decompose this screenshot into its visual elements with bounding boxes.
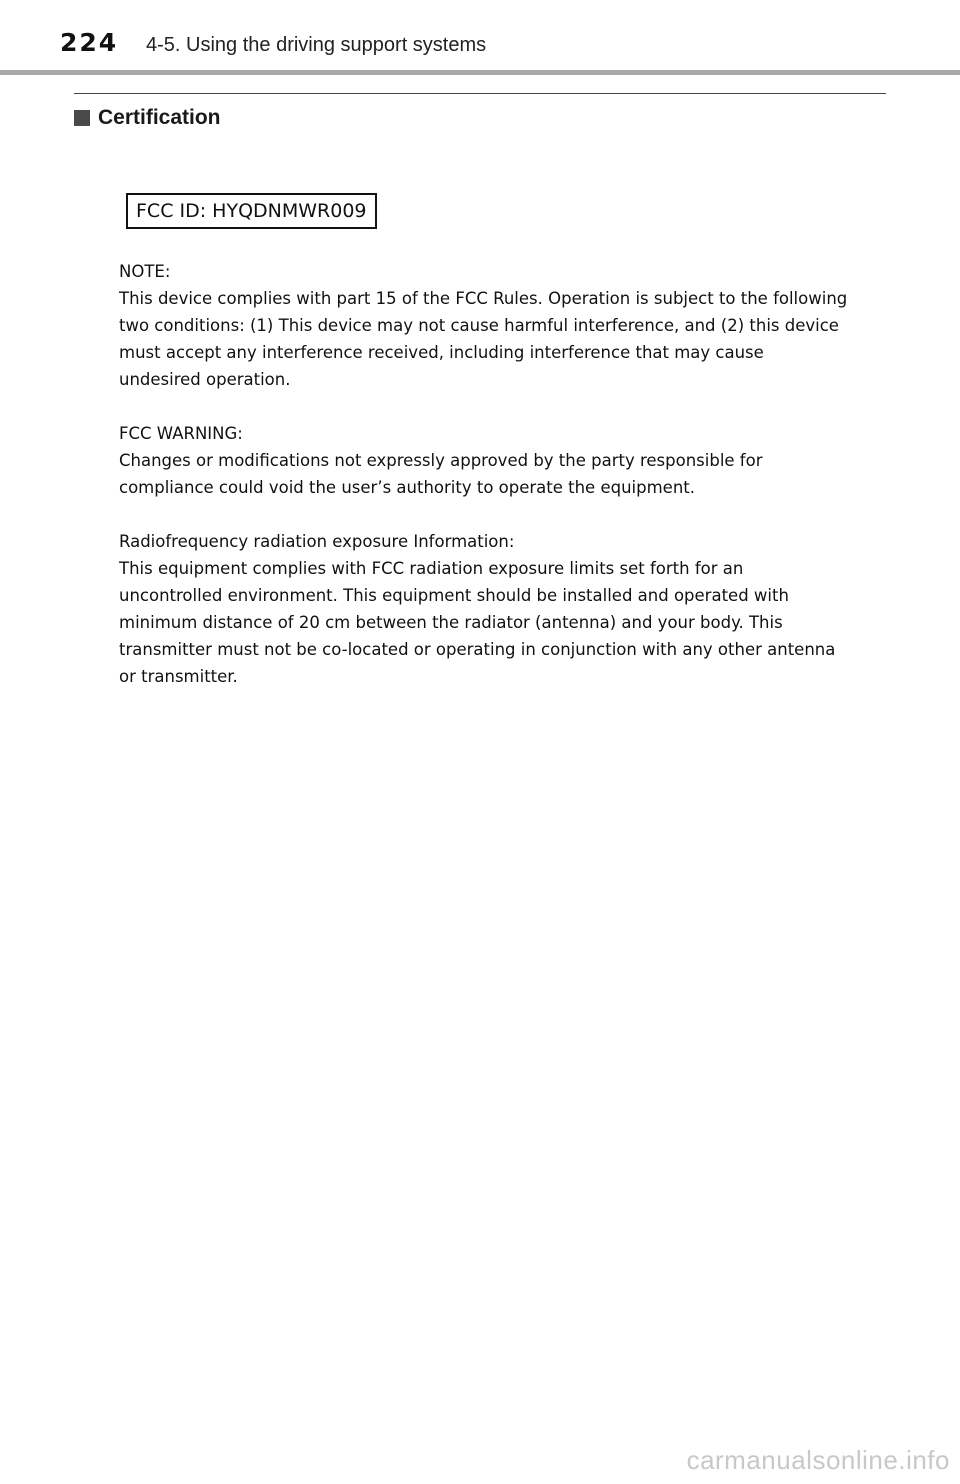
note-body: This device complies with part 15 of the FCC Rules. Operation is subject to the following two conditions: (1) This device may not cause harmful interference, and (2) this device must accept any interference received, including interference that may cause undesired operation. (119, 289, 848, 389)
section-divider (74, 93, 886, 94)
square-bullet-icon (74, 110, 90, 126)
footer-watermark[interactable]: carmanualsonline.info (686, 1445, 950, 1475)
note-block (119, 258, 849, 393)
header-divider (0, 70, 960, 75)
page-header (0, 0, 960, 76)
rf-exposure-block (119, 528, 849, 690)
section-heading (74, 106, 221, 130)
fcc-warning-body: Changes or modifications not expressly approved by the party responsible for compliance could void the user’s authority to operate the equipment. (119, 451, 763, 497)
fcc-warning-heading: FCC WARNING: (119, 424, 243, 443)
chapter-title: 4-5. Using the driving support systems (146, 34, 487, 56)
section-heading-text: Certification (98, 106, 221, 129)
rf-exposure-heading: Radiofrequency radiation exposure Information: (119, 532, 515, 551)
note-heading: NOTE: (119, 262, 171, 281)
page-number: 224 (60, 28, 119, 57)
fcc-id-label: FCC ID: HYQDNMWR009 (126, 193, 377, 229)
fcc-warning-block (119, 420, 849, 501)
rf-exposure-body: This equipment complies with FCC radiation exposure limits set forth for an uncontrolled environment. This equipment should be installed and operated with minimum distance of 20 cm between the radiator (antenna) and your body. This transmitter must not be co-located or operating in conjunction with any other antenna or transmitter. (119, 559, 836, 686)
certification-text (119, 258, 849, 717)
